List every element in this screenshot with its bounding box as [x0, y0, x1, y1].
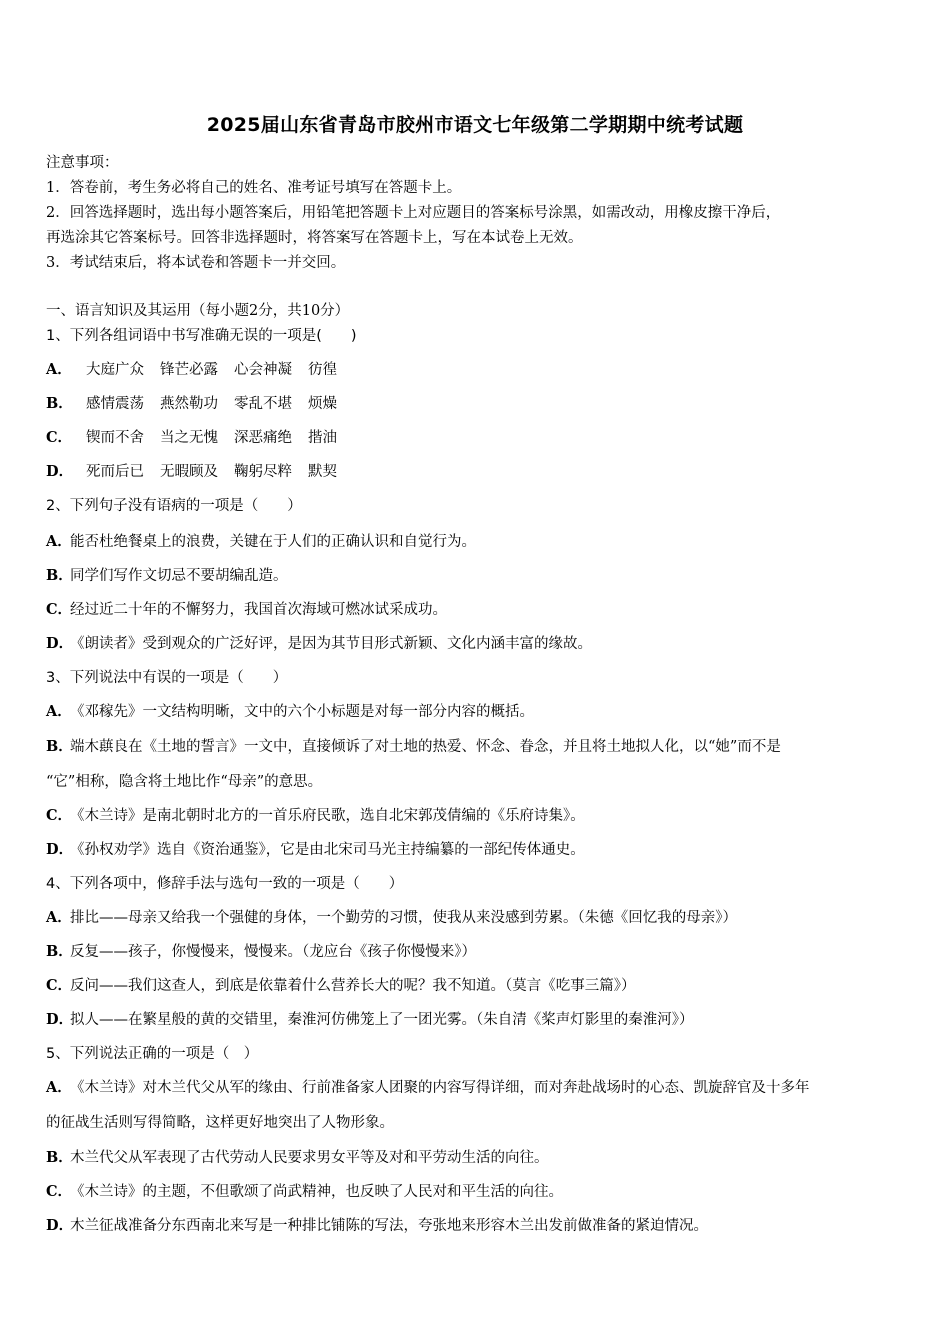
option-text: 《邓稼先》一文结构明晰，文中的六个小标题是对每一部分内容的概括。 [70, 704, 534, 720]
option-text: 反问——我们这查人，到底是依靠着什么营养长大的呢？我不知道。（莫言《吃事三篇》） [70, 978, 636, 994]
page-title: 2025届山东省青岛市胶州市语文七年级第二学期期中统考试题 [206, 114, 744, 136]
word: 心会神凝 [234, 362, 292, 378]
q4-option-c [46, 976, 636, 996]
q3-option-c [46, 806, 585, 826]
word: 锋芒必露 [160, 362, 218, 378]
q1-option-a [46, 360, 353, 380]
option-letter: A． [46, 533, 72, 550]
word: 无暇顾及 [160, 464, 218, 480]
option-text: 能否杜绝餐桌上的浪费，关键在于人们的正确认识和自觉行为。 [70, 534, 476, 550]
option-text: 排比——母亲又给我一个强健的身体，一个勤劳的习惯，使我从来没感到劳累。（朱德《回忆我的母亲》） [70, 910, 737, 926]
option-text: 木兰征战准备分东西南北来写是一种排比铺陈的写法，夸张地来形容木兰出发前做准备的紧迫情况。 [70, 1218, 708, 1234]
notice-item: 3．考试结束后，将本试卷和答题卡一并交回。 [46, 255, 346, 271]
q2-option-a [46, 532, 476, 552]
notice-heading: 注意事项： [46, 155, 119, 171]
word: 揩油 [308, 430, 337, 446]
word: 深恶痛绝 [234, 430, 292, 446]
word: 感情震荡 [86, 396, 144, 412]
option-text: 《木兰诗》对木兰代父从军的缘由、行前准备家人团聚的内容写得详细，而对奔赴战场时的心态、凯旋辞官及十多年 [70, 1080, 810, 1096]
question-2-stem: 2、下列句子没有语病的一项是（ ） [46, 498, 302, 514]
option-letter: C． [46, 601, 73, 618]
q4-option-d [46, 1010, 694, 1030]
option-text: 《木兰诗》是南北朝时北方的一首乐府民歌，选自北宋郭茂倩编的《乐府诗集》。 [70, 808, 585, 824]
option-text: 木兰代父从军表现了古代劳动人民要求男女平等及对和平劳动生活的向往。 [70, 1150, 549, 1166]
notice-item: 1．答卷前，考生务必将自己的姓名、准考证号填写在答题卡上。 [46, 180, 462, 196]
option-letter: C． [46, 429, 73, 446]
q1-option-d [46, 462, 353, 482]
q2-option-d [46, 634, 592, 654]
question-4-stem: 4、下列各项中，修辞手法与选句一致的一项是（ ） [46, 876, 404, 892]
word: 大庭广众 [86, 362, 144, 378]
option-letter: B． [46, 567, 73, 584]
q5-option-a-continued: 的征战生活则写得简略，这样更好地突出了人物形象。 [46, 1115, 394, 1131]
q3-option-b-continued: “它”相称，隐含将土地比作“母亲”的意思。 [46, 774, 323, 790]
word: 默契 [308, 464, 337, 480]
option-letter: D． [46, 1217, 74, 1234]
option-letter: C． [46, 807, 73, 824]
q2-option-c [46, 600, 447, 620]
q5-option-c [46, 1182, 563, 1202]
word: 烦燥 [308, 396, 337, 412]
q5-option-d [46, 1216, 708, 1236]
q1-option-b [46, 394, 353, 414]
question-1-stem: 1、下列各组词语中书写准确无误的一项是( ) [46, 328, 357, 344]
option-letter: A． [46, 703, 72, 720]
q5-option-a [46, 1078, 810, 1098]
notice-item: 2．回答选择题时，选出每小题答案后，用铅笔把答题卡上对应题目的答案标号涂黑，如需改动，用橡皮擦干净后， [46, 205, 781, 221]
q2-option-b [46, 566, 288, 586]
option-text: 经过近二十年的不懈努力，我国首次海域可燃冰试采成功。 [70, 602, 447, 618]
option-letter: C． [46, 1183, 73, 1200]
option-letter: D． [46, 635, 74, 652]
section-heading: 一、语言知识及其运用（每小题2分，共10分） [46, 303, 350, 319]
q1-option-c [46, 428, 353, 448]
q4-option-b [46, 942, 476, 962]
q4-option-a [46, 908, 737, 928]
option-text: 端木蕻良在《土地的誓言》一文中，直接倾诉了对土地的热爱、怀念、眷念，并且将土地拟人化，以“她”而不是 [70, 739, 781, 755]
q5-option-b [46, 1148, 549, 1168]
word: 当之无愧 [160, 430, 218, 446]
option-letter: A． [46, 909, 72, 926]
option-text: 同学们写作文切忌不要胡编乱造。 [70, 568, 288, 584]
notice-item: 再选涂其它答案标号。回答非选择题时，将答案写在答题卡上，写在本试卷上无效。 [46, 230, 583, 246]
word: 锲而不舍 [86, 430, 144, 446]
q3-option-d [46, 840, 585, 860]
question-5-stem: 5、下列说法正确的一项是（ ） [46, 1046, 259, 1062]
q3-option-b [46, 737, 781, 757]
option-letter: C． [46, 977, 73, 994]
word: 零乱不堪 [234, 396, 292, 412]
option-letter: B． [46, 943, 73, 960]
option-text: 反复——孩子，你慢慢来，慢慢来。（龙应台《孩子你慢慢来》） [70, 944, 476, 960]
question-3-stem: 3、下列说法中有误的一项是（ ） [46, 670, 288, 686]
option-text: 《木兰诗》的主题，不但歌颂了尚武精神，也反映了人民对和平生活的向往。 [70, 1184, 563, 1200]
option-letter: B． [46, 738, 73, 755]
option-text: 《孙权劝学》选自《资治通鉴》，它是由北宋司马光主持编纂的一部纪传体通史。 [70, 842, 585, 858]
option-text: 《朗读者》受到观众的广泛好评，是因为其节目形式新颖、文化内涵丰富的缘故。 [70, 636, 592, 652]
option-letter: A． [46, 1079, 72, 1096]
option-letter: B． [46, 1149, 73, 1166]
option-letter: A． [46, 361, 72, 378]
option-letter: D． [46, 463, 74, 480]
option-letter: D． [46, 1011, 74, 1028]
word: 死而后已 [86, 464, 144, 480]
word: 燕然勒功 [160, 396, 218, 412]
word: 鞠躬尽粹 [234, 464, 292, 480]
q3-option-a [46, 702, 534, 722]
option-text: 拟人——在繁星般的黄的交错里，秦淮河仿佛笼上了一团光雾。（朱自清《桨声灯影里的秦淮河》） [70, 1012, 694, 1028]
option-letter: B． [46, 395, 73, 412]
option-letter: D． [46, 841, 74, 858]
word: 彷徨 [308, 362, 337, 378]
